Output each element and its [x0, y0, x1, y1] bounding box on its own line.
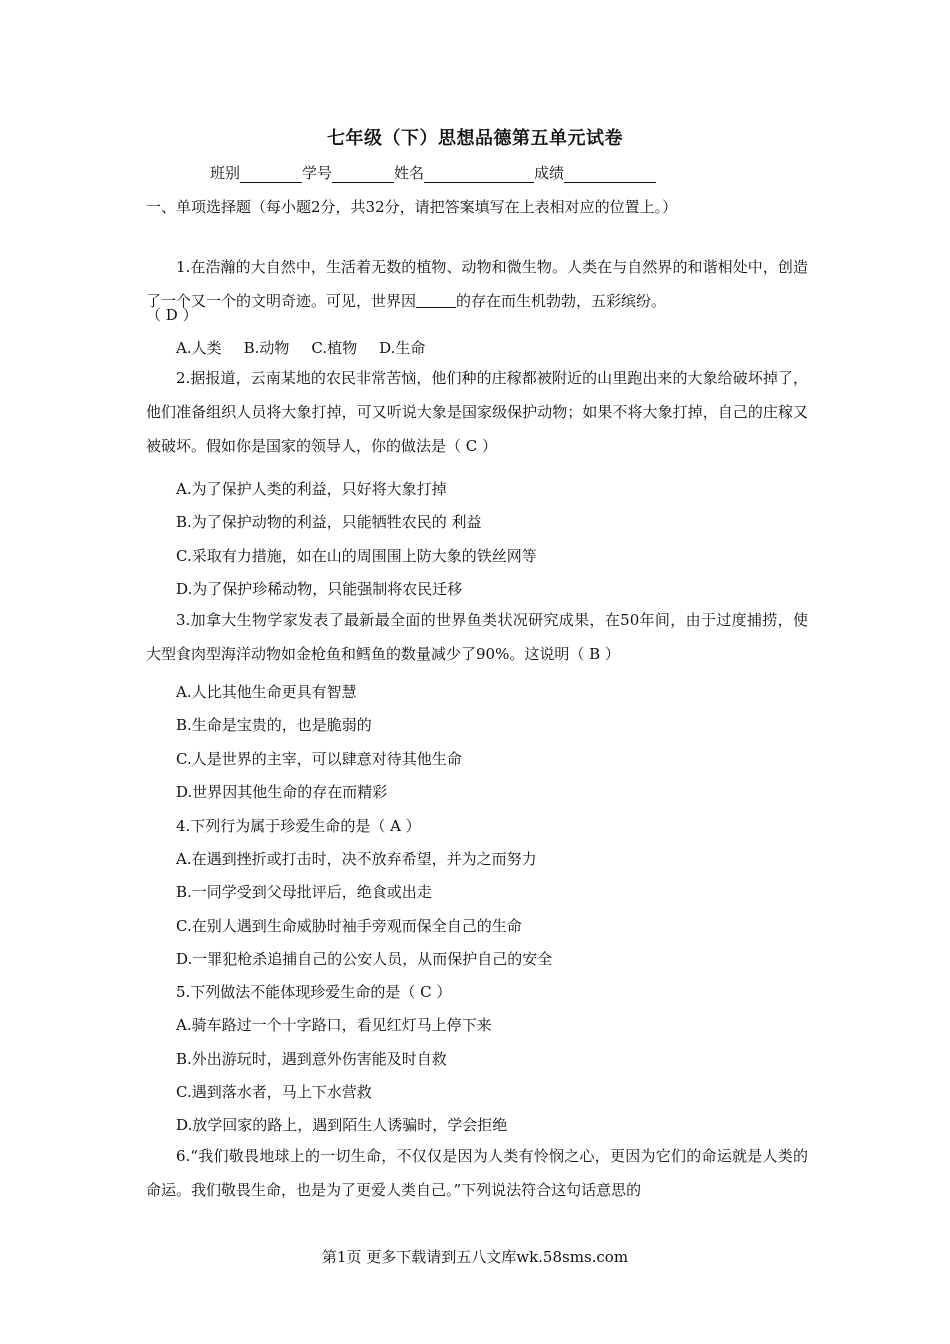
- page-footer: 第1页 更多下载请到五八文库wk.58sms.com: [321, 1248, 629, 1266]
- q1-choice-d: D.生命: [379, 339, 426, 357]
- q2-option-d: D.为了保护珍稀动物，只能强制将农民迁移: [176, 580, 463, 598]
- q1-blank: [416, 289, 456, 308]
- q4-option-d: D.一罪犯枪杀追捕自己的公安人员，从而保护自己的安全: [176, 950, 553, 968]
- q2-option-a: A.为了保护人类的利益，只好将大象打掉: [176, 480, 447, 498]
- q1-choice-a: A.人类: [176, 339, 222, 357]
- q4-stem: 4.下列行为属于珍爱生命的是（ A ）: [176, 817, 421, 835]
- q5-stem: 5.下列做法不能体现珍爱生命的是（ C ）: [176, 983, 452, 1001]
- q2-text: 2.据报道，云南某地的农民非常苦恼，他们种的庄稼都被附近的山里跑出来的大象给破坏掉了，他们准备组织人员将大象打掉，可又听说大象是国家级保护动物；如果不将大象打掉，自己的庄稼又被破坏。假如你是国家的领导人，你的做法是（ C ）: [146, 369, 808, 455]
- class-blank[interactable]: [240, 166, 302, 183]
- q5-option-b: B.外出游玩时，遇到意外伤害能及时自救: [176, 1050, 447, 1068]
- question-3: [146, 603, 808, 671]
- q2-option-c: C.采取有力措施，如在山的周围围上防大象的铁丝网等: [176, 547, 537, 565]
- q1-answer: （ D ）: [146, 306, 198, 324]
- section-heading: 一、单项选择题（每小题2分，共32分，请把答案填写在上表相对应的位置上。）: [146, 198, 678, 216]
- page-title: 七年级（下）思想品德第五单元试卷: [327, 128, 623, 149]
- name-blank[interactable]: [424, 166, 534, 183]
- q4-option-c: C.在别人遇到生命威胁时袖手旁观而保全自己的生命: [176, 917, 522, 935]
- name-label: 姓名: [394, 164, 425, 182]
- question-2: [146, 361, 808, 463]
- q5-option-d: D.放学回家的路上，遇到陌生人诱骗时，学会拒绝: [176, 1116, 508, 1134]
- q5-option-c: C.遇到落水者，马上下水营救: [176, 1083, 372, 1101]
- q5-option-a: A.骑车路过一个十字路口，看见红灯马上停下来: [176, 1016, 492, 1034]
- question-6: [146, 1139, 808, 1207]
- q4-option-b: B.一同学受到父母批评后，绝食或出走: [176, 883, 432, 901]
- score-label: 成绩: [534, 164, 565, 182]
- q1-choices: [176, 337, 447, 358]
- q4-option-a: A.在遇到挫折或打击时，决不放弃希望，并为之而努力: [176, 850, 537, 868]
- q3-option-a: A.人比其他生命更具有智慧: [176, 683, 357, 701]
- q1-text-b: 的存在而生机勃勃，五彩缤纷。: [456, 292, 667, 310]
- q2-option-b: B.为了保护动物的利益，只能牺牲农民的 利益: [176, 513, 482, 531]
- student-info-line: [210, 162, 656, 183]
- q6-text: 6.“我们敬畏地球上的一切生命，不仅仅是因为人类有怜悯之心，更因为它们的命运就是人类的命运。我们敬畏生命，也是为了更爱人类自己。”下列说法符合这句话意思的: [146, 1147, 808, 1199]
- question-1: [146, 250, 808, 318]
- q1-choice-b: B.动物: [243, 339, 290, 357]
- id-label: 学号: [302, 164, 333, 182]
- q1-choice-c: C.植物: [311, 339, 358, 357]
- q1-text-a: 1.在浩瀚的大自然中，生活着无数的植物、动物和微生物。人类在与自然界的和谐相处中，创造了一个又一个的文明奇迹。可见，世界因: [146, 258, 808, 310]
- id-blank[interactable]: [332, 166, 394, 183]
- class-label: 班别: [210, 164, 241, 182]
- q3-option-d: D.世界因其他生命的存在而精彩: [176, 783, 388, 801]
- q3-text: 3.加拿大生物学家发表了最新最全面的世界鱼类状况研究成果，在50年间，由于过度捕捞，使大型食肉型海洋动物如金枪鱼和鳕鱼的数量减少了90%。这说明（ B ）: [146, 611, 808, 663]
- score-blank[interactable]: [564, 166, 656, 183]
- q3-option-b: B.生命是宝贵的，也是脆弱的: [176, 716, 372, 734]
- q3-option-c: C.人是世界的主宰，可以肆意对待其他生命: [176, 750, 462, 768]
